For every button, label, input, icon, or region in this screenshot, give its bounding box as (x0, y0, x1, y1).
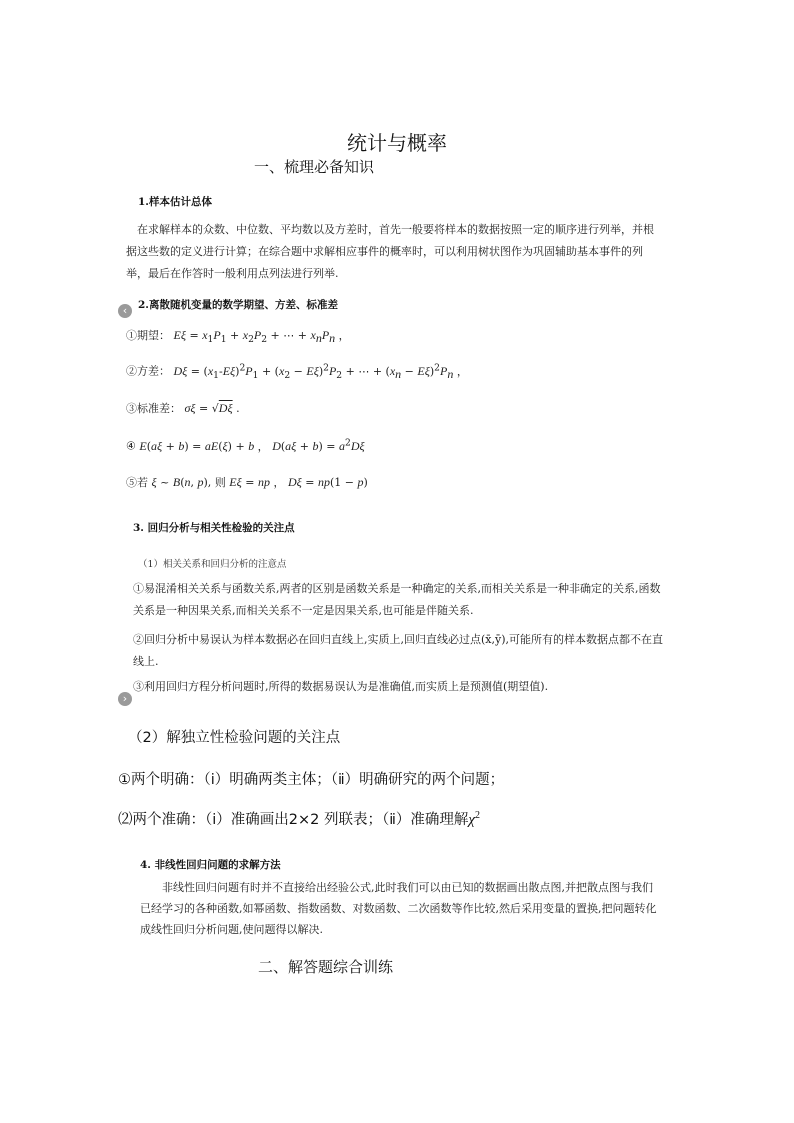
heading-sample-estimation: 1.样本估计总体 (138, 196, 212, 208)
formula-label: ⑤若 (126, 476, 148, 489)
formula-linear-transform (126, 437, 365, 454)
formula-math: E(aξ + b) = aE(ξ) + b ， $D(a\xi + b) = a^2D\xi$ (139, 437, 365, 453)
subheading-correlation: （1）相关关系和回归分析的注意点 (138, 559, 287, 570)
paragraph-sample-estimation: 在求解样本的众数、中位数、平均数以及方差时，首先一般要将样本的数据按照一定的顺序进行列举，并根据这些数的定义进行计算；在综合题中求解相应事件的概率时，可以利用树状图作为巩固辅助基本事件的列举，最后在作答时一般利用点列法进行列举. (126, 223, 654, 280)
formula-math: σξ = √Dξ . (184, 401, 240, 415)
chi-letter: χ (468, 812, 475, 828)
independence-point-2-text: ⑵两个准确：（ⅰ）准确画出2×2 列联表；（ⅱ）准确理解 (118, 812, 469, 828)
formula-label: ①期望： (126, 329, 170, 342)
heading-nonlinear-regression: 4. 非线性回归问题的求解方法 (140, 859, 281, 871)
page-title: 统计与概率 (347, 131, 447, 155)
chi-symbol (468, 812, 480, 828)
formula-math: $D\xi = (x_1-E\xi)^2P_1 + (x_2 - E\xi)^2P_2$ + ⋯ + $(x_n - E\xi)^2P_n$ ， (173, 362, 468, 381)
subheading-independence-test: （2）解独立性检验问题的关注点 (128, 730, 341, 746)
formula-connector: , 则 (207, 476, 226, 489)
note-correlation-vs-function: ①易混淆相关关系与函数关系,两者的区别是函数关系是一种确定的关系,而相关关系是一种非确定的关系,函数关系是一种因果关系,而相关关系不一定是因果关系,也可能是伴随关系. (133, 582, 661, 617)
formula-standard-deviation (126, 400, 240, 416)
formula-expectation (126, 327, 350, 346)
formula-label: ③标准差： (126, 402, 181, 415)
formula-label: ④ (126, 439, 136, 453)
page-next-button[interactable] (118, 692, 132, 706)
section-heading-1: 一、梳理必备知识 (254, 158, 375, 176)
chi-exponent: 2 (474, 810, 480, 821)
note-regression-line: ②回归分析中易误认为样本数据必在回归直线上,实质上,回归直线必过点(x̄,ȳ),可能所有的样本数据点都不在直线上. (133, 633, 663, 668)
formula-label: ②方差： (126, 364, 170, 378)
formula-math: $E\xi = x_1P_1 + x_2P_2$ + ⋯ + $x_nP_n$ ， (173, 328, 350, 346)
heading-discrete-random-variable: 2.离散随机变量的数学期望、方差、标准差 (138, 299, 338, 311)
chevron-right-icon: › (122, 692, 128, 705)
section-heading-2: 二、解答题综合训练 (258, 958, 394, 976)
heading-regression: 3. 回归分析与相关性检验的关注点 (133, 522, 295, 534)
paragraph-nonlinear-regression: 非线性回归问题有时并不直接给出经验公式,此时我们可以由已知的数据画出散点图,并把散点图与我们已经学习的各种函数,如幂函数、指数函数、对数函数、二次函数等作比较,然后采用变量的置换,把问题转化成线性回归分析问题,使问题得以解决. (140, 881, 657, 936)
note-prediction-value: ③利用回归方程分析问题时,所得的数据易误认为是准确值,而实质上是预测值(期望值). (133, 680, 549, 693)
independence-point-1: ①两个明确：（ⅰ）明确两类主体；（ⅱ）明确研究的两个问题； (118, 772, 505, 788)
formula-math: ξ ~ B(n, p) (151, 475, 208, 489)
formula-binomial (126, 474, 368, 490)
chevron-left-icon: ‹ (122, 304, 128, 317)
formula-variance (126, 362, 468, 382)
independence-point-2 (118, 808, 480, 829)
formula-math-2: Eξ = np ， Dξ = np(1 − p) (229, 475, 368, 489)
page-prev-button[interactable] (118, 304, 132, 318)
